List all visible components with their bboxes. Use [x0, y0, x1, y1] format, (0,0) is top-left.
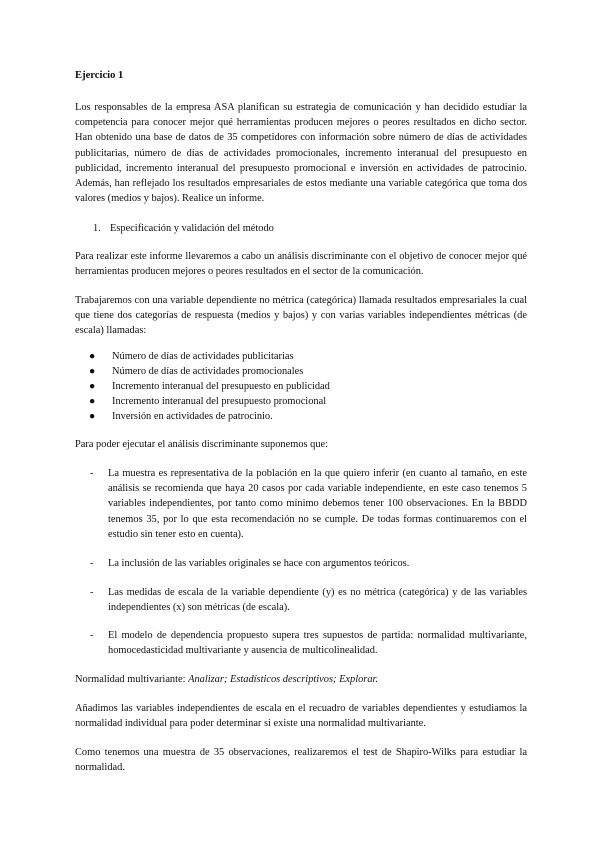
normality-label: Normalidad multivariante:: [75, 674, 189, 685]
paragraph-assumptions-intro: Para poder ejecutar el análisis discriminante suponemos que:: [75, 439, 329, 450]
list-item: ● Incremento interanual del presupuesto en publicidad: [89, 381, 330, 392]
bullet-icon: ●: [89, 381, 96, 392]
list-item: ● Número de días de actividades promocionales: [89, 366, 304, 377]
exercise-title: Ejercicio 1: [75, 70, 124, 81]
paragraph-variables-intro: Trabajaremos con una variable dependiente no métrica (categórica) llamada resultados empresariales la cual que tiene dos categorías de respuesta (medios y bajos) y con varias variables independientes métricas (de escala) llamadas:: [75, 295, 527, 337]
exercise-intro-paragraph: Los responsables de la empresa ASA planifican su estrategia de comunicación y han decidido estudiar la competencia para conocer mejor qué herramientas producen mejores o peores resultados en dicho sector. Han obtenido una base de datos de 35 competidores con información sobre número de días de actividades publicitarias, número de días de actividades promocionales, incremento interanual del presupuesto en publicidad, incremento interanual del presupuesto promocional e inversión en actividades de patrocinio. Además, han reflejado los resultados empresariales de estos mediante una variable categórica que toma dos valores (medios y bajos). Realice un informe.: [75, 102, 527, 205]
paragraph-shapiro-wilks: Como tenemos una muestra de 35 observaciones, realizaremos el test de Shapiro-Wilks para estudiar la normalidad.: [75, 747, 527, 774]
section-heading: [93, 221, 274, 236]
list-item: ● Inversión en actividades de patrocinio.: [89, 411, 273, 422]
assumption-item: - La muestra es representativa de la población en la que quiero inferir (en cuanto al tamaño, en este análisis se recomienda que haya 20 casos por cada variable independiente, en este caso tenemos 5 variables independientes, por tanto como mínimo debemos tener 100 observaciones. En la BBDD tenemos 35, por lo que esta recomendación no se cumple. De todas formas continuaremos con el estudio sin tener esto en cuenta).: [90, 468, 527, 540]
dash-marker: -: [90, 558, 94, 569]
variables-list: [75, 349, 330, 424]
assumption-item: - El modelo de dependencia propuesto supera tres supuestos de partida: normalidad multivariante, homocedasticidad multivariante y ausencia de multicolinealidad.: [90, 630, 527, 657]
bullet-icon: ●: [89, 396, 96, 407]
assumption-item: - Las medidas de escala de la variable dependiente (y) es no métrica (categórica) y de las variables independientes (x) son métricas (de escala).: [90, 587, 527, 614]
list-item: ● Número de días de actividades publicitarias: [89, 351, 294, 362]
dash-marker: -: [90, 587, 94, 598]
paragraph-add-variables: Añadimos las variables independientes de escala en el recuadro de variables dependientes y estudiamos la normalidad individual para poder determinar si existe una normalidad multivariante.: [75, 703, 527, 730]
list-item: ● Incremento interanual del presupuesto promocional: [89, 396, 327, 407]
normality-menu-path: Analizar; Estadísticos descriptivos; Explorar.: [188, 674, 379, 685]
section-number: 1.: [93, 223, 101, 234]
dash-marker: -: [90, 630, 94, 641]
bullet-icon: ●: [89, 411, 96, 422]
paragraph-normality: [75, 672, 527, 687]
section-heading-text: Especificación y validación del método: [110, 223, 274, 234]
assumption-item: - La inclusión de las variables originales se hace con argumentos teóricos.: [75, 556, 527, 571]
bullet-icon: ●: [89, 351, 96, 362]
paragraph-objective: Para realizar este informe llevaremos a cabo un análisis discriminante con el objetivo de conocer mejor qué herramientas producen mejores o peores resultados en el sector de la comunicación.: [75, 251, 527, 278]
bullet-icon: ●: [89, 366, 96, 377]
dash-marker: -: [90, 468, 94, 479]
